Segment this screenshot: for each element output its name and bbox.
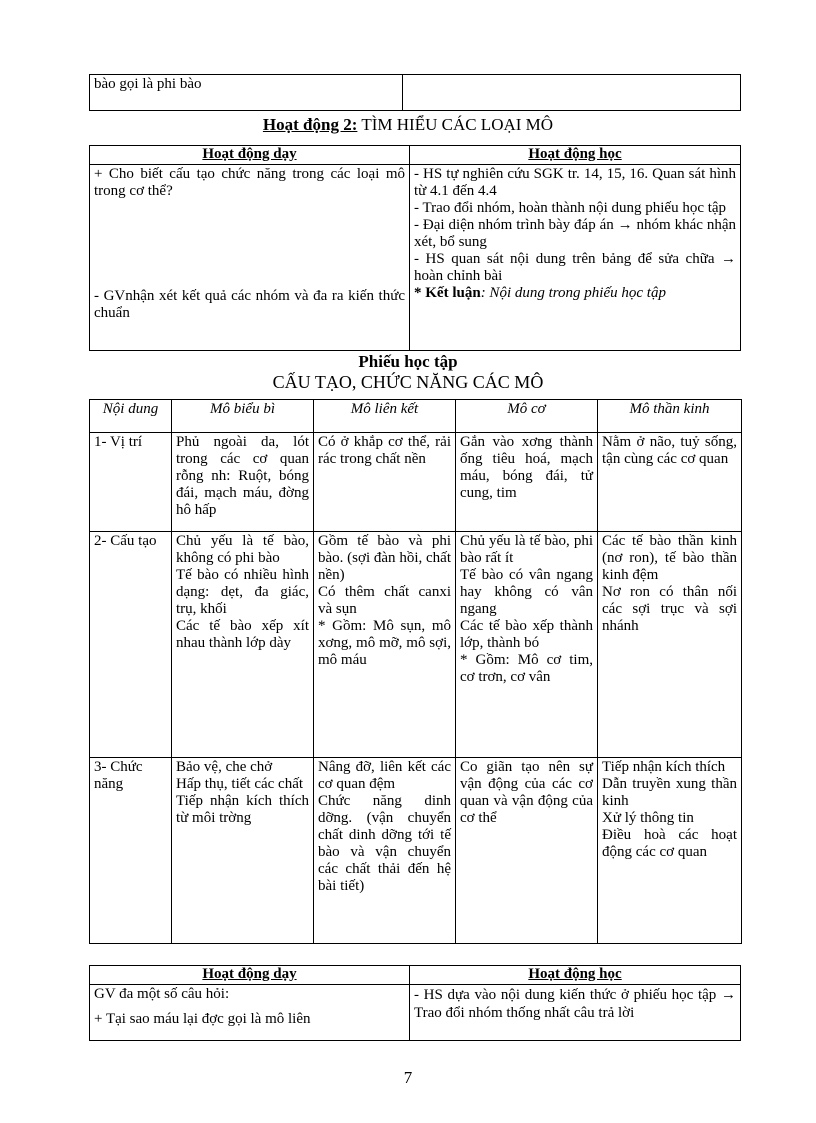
cell-line: Tiếp nhận kích thích	[602, 759, 726, 775]
ws-header-muscle: Mô cơ	[456, 400, 598, 433]
student-item: - Trao đổi nhóm, hoàn thành nội dung phiếu học tập	[414, 200, 727, 216]
teacher-feedback: - GVnhận xét kết quả các nhóm và đa ra kiến thức chuẩn	[94, 288, 405, 321]
activity-heading	[0, 115, 816, 135]
student-item: - Đại diện nhóm trình bày đáp án → nhóm khác nhận xét, bổ sung	[414, 217, 736, 250]
cell-line: Hấp thụ, tiết các chất	[176, 776, 304, 792]
cell-nerve-function	[598, 758, 742, 944]
cell-line: Chủ yếu là tế bào, không có phi bào	[176, 533, 309, 566]
ws-header-epithelial: Mô biểu bì	[172, 400, 314, 433]
cell-line: Xử lý thông tin	[602, 810, 694, 826]
cell-connective-position: Có ở khắp cơ thể, rải rác trong chất nền	[314, 433, 456, 532]
header-student: Hoạt động học	[410, 966, 741, 985]
header-teacher: Hoạt động dạy	[90, 146, 410, 165]
cell-line: Co giãn tạo nên sự vận động của các cơ quan và vận động của cơ thể	[460, 759, 593, 826]
cell-nerve-structure	[598, 532, 742, 758]
cell-line: Các tế bào xếp xít nhau thành lớp dày	[176, 618, 309, 651]
top-right-cell	[403, 75, 741, 111]
cell-line: Dẫn truyền xung thần kinh	[602, 776, 737, 809]
cell-nerve-position: Nằm ở não, tuỷ sống, tận cùng các cơ quan	[598, 433, 742, 532]
conclusion-text: : Nội dung trong phiếu học tập	[480, 285, 666, 301]
ws-header-content: Nội dung	[90, 400, 172, 433]
bottom-activity-table	[89, 965, 741, 1041]
activity-table	[89, 145, 741, 351]
cell-line: Bảo vệ, che chở	[176, 759, 273, 775]
page-number: 7	[403, 1068, 413, 1087]
cell-line: Có thêm chất canxi và sụn	[318, 584, 451, 617]
teacher-question: + Cho biết cấu tạo chức năng trong các loại mô trong cơ thể?	[94, 166, 405, 199]
cell-line: Điều hoà các hoạt động các cơ quan	[602, 827, 737, 860]
cell-line: Các tế bào xếp thành lớp, thành bó	[460, 618, 593, 651]
worksheet-subtitle: CẤU TẠO, CHỨC NĂNG CÁC MÔ	[272, 372, 544, 392]
cell-line: Nâng đỡ, liên kết các cơ quan đệm	[318, 759, 451, 792]
student-item: - HS quan sát nội dung trên bảng để sửa chữa → hoàn chỉnh bài	[414, 251, 736, 284]
header-teacher: Hoạt động dạy	[90, 966, 410, 985]
teacher-question: + Tại sao máu lại đợc gọi là mô liên	[94, 1011, 311, 1027]
cell-muscle-function	[456, 758, 598, 944]
header-student: Hoạt động học	[410, 146, 741, 165]
cell-muscle-structure	[456, 532, 598, 758]
teacher-cell	[90, 165, 410, 351]
ws-header-connective: Mô liên kết	[314, 400, 456, 433]
row-label-function: 3- Chức năng	[90, 758, 172, 944]
teacher-question: GV đa một số câu hỏi:	[94, 986, 230, 1002]
student-cell	[410, 165, 741, 351]
row-label-position: 1- Vị trí	[90, 433, 172, 532]
cell-muscle-position: Gắn vào xơng thành ống tiêu hoá, mạch máu, bóng đái, tử cung, tim	[456, 433, 598, 532]
cell-line: Gồm tế bào và phi bào. (sợi đàn hồi, chất nền)	[318, 533, 451, 583]
conclusion-label: * Kết luận	[414, 285, 481, 301]
top-table	[89, 74, 741, 111]
worksheet-title: Phiếu học tập	[358, 352, 458, 371]
cell-connective-function	[314, 758, 456, 944]
cell-line: Nơ ron có thân nối các sợi trục và sợi nhánh	[602, 584, 737, 634]
conclusion	[414, 285, 736, 302]
row-label-structure: 2- Cấu tạo	[90, 532, 172, 758]
cell-line: * Gồm: Mô cơ tim, cơ trơn, cơ vân	[460, 652, 593, 685]
ws-header-nerve: Mô thần kinh	[598, 400, 742, 433]
student-cell: - HS dựa vào nội dung kiến thức ở phiếu học tập → Trao đổi nhóm thống nhất câu trả lời	[410, 985, 741, 1041]
cell-line: Chức năng dinh dỡng. (vận chuyển chất dinh dỡng tới tế bào và vận chuyển các chất thải đến hệ bài tiết)	[318, 793, 451, 894]
teacher-cell	[90, 985, 410, 1041]
top-left-cell: bào gọi là phi bào	[90, 75, 403, 111]
cell-connective-structure	[314, 532, 456, 758]
cell-epithelial-function	[172, 758, 314, 944]
worksheet-table	[89, 399, 742, 944]
cell-epithelial-structure	[172, 532, 314, 758]
cell-line: Chủ yếu là tế bào, phi bào rất ít	[460, 533, 593, 566]
cell-line: Tế bào có vân ngang hay không có vân ngang	[460, 567, 593, 617]
cell-line: Các tế bào thần kinh (nơ ron), tế bào thần kinh đệm	[602, 533, 737, 583]
activity-title: TÌM HIỂU CÁC LOẠI MÔ	[361, 115, 554, 134]
cell-line: Tiếp nhận kích thích từ môi trờng	[176, 793, 309, 826]
student-item: - HS tự nghiên cứu SGK tr. 14, 15, 16. Quan sát hình từ 4.1 đến 4.4	[414, 166, 736, 199]
activity-label: Hoạt động 2:	[262, 115, 358, 134]
cell-epithelial-position: Phủ ngoài da, lót trong các cơ quan rỗng nh: Ruột, bóng đái, mạch máu, đờng hô hấp	[172, 433, 314, 532]
cell-line: Tế bào có nhiều hình dạng: dẹt, đa giác, trụ, khối	[176, 567, 309, 617]
cell-line: * Gồm: Mô sụn, mô xơng, mô mỡ, mô sợi, mô máu	[318, 618, 451, 668]
